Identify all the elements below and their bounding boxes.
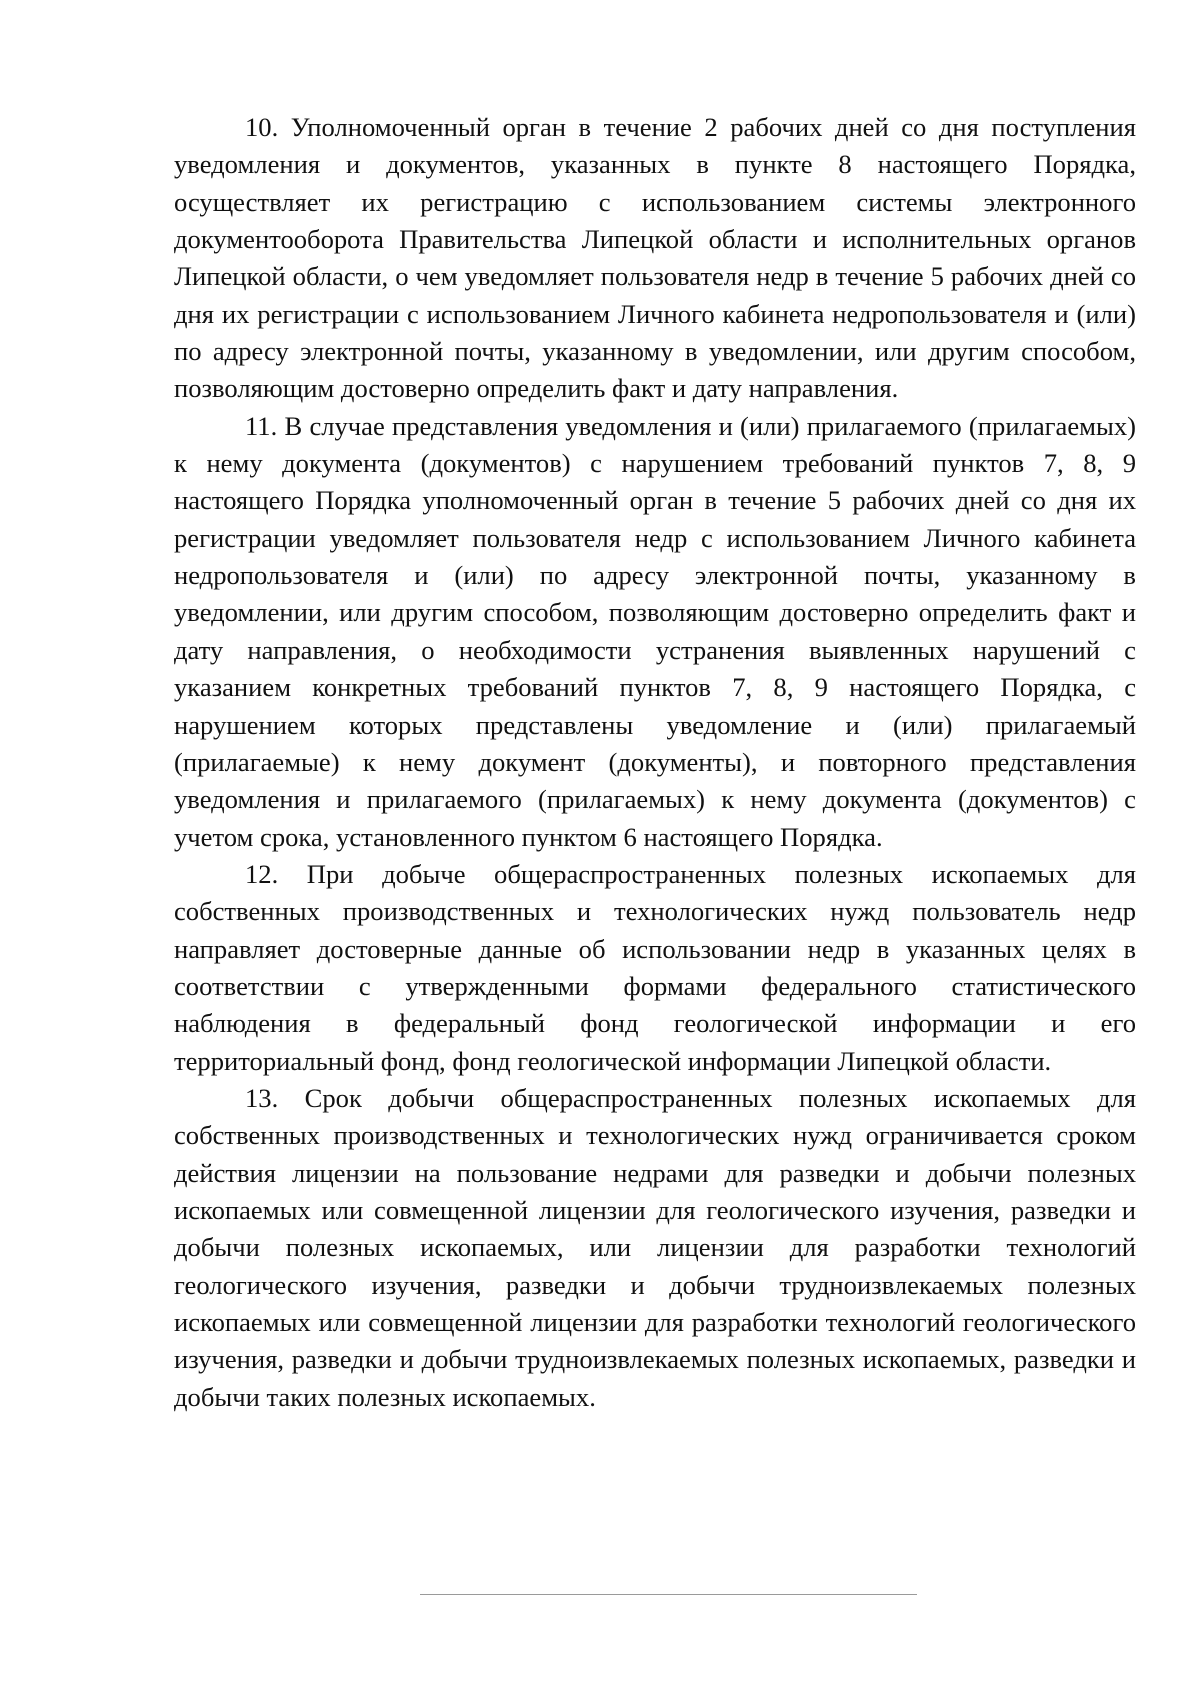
document-body xyxy=(174,109,1136,1416)
paragraph-11: 11. В случае представления уведомления и (или) прилагаемого (прилагаемых) к нему документа (документов) с нарушением требований пунктов 7, 8, 9 настоящего Порядка уполномоченный орган в течение 5 рабочих дней со дня их регистрации уведомляет пользователя недр с использованием Личного кабинета недропользователя и (или) по адресу электронной почты, указанному в уведомлении, или другим способом, позволяющим достоверно определить факт и дату направления, о необходимости устранения выявленных нарушений с указанием конкретных требований пунктов 7, 8, 9 настоящего Порядка, с нарушением которых представлены уведомление и (или) прилагаемый (прилагаемые) к нему документ (документы), и повторного представления уведомления и прилагаемого (прилагаемых) к нему документа (документов) с учетом срока, установленного пунктом 6 настоящего Порядка. xyxy=(174,410,1136,852)
paragraph-13: 13. Срок добычи общераспространенных полезных ископаемых для собственных производственных и технологических нужд ограничивается сроком действия лицензии на пользование недрами для разведки и добычи полезных ископаемых или совмещенной лицензии для геологического изучения, разведки и добычи полезных ископаемых, или лицензии для разработки технологий геологического изучения, разведки и добычи трудноизвлекаемых полезных ископаемых или совмещенной лицензии для разработки технологий геологического изучения, разведки и добычи трудноизвлекаемых полезных ископаемых, разведки и добычи таких полезных ископаемых. xyxy=(174,1082,1136,1412)
paragraph-12: 12. При добыче общераспространенных полезных ископаемых для собственных производственных и технологических нужд пользователь недр направляет достоверные данные об использовании недр в указанных целях в соответствии с утвержденными формами федерального статистического наблюдения в федеральный фонд геологической информации и его территориальный фонд, фонд геологической информации Липецкой области. xyxy=(174,858,1136,1076)
paragraph-10: 10. Уполномоченный орган в течение 2 рабочих дней со дня поступления уведомления и документов, указанных в пункте 8 настоящего Порядка, осуществляет их регистрацию с использованием системы электронного документооборота Правительства Липецкой области и исполнительных органов Липецкой области, о чем уведомляет пользователя недр в течение 5 рабочих дней со дня их регистрации с использованием Личного кабинета недропользователя и (или) по адресу электронной почты, указанному в уведомлении, или другим способом, позволяющим достоверно определить факт и дату направления. xyxy=(174,112,1136,404)
end-divider-line xyxy=(420,1594,917,1595)
